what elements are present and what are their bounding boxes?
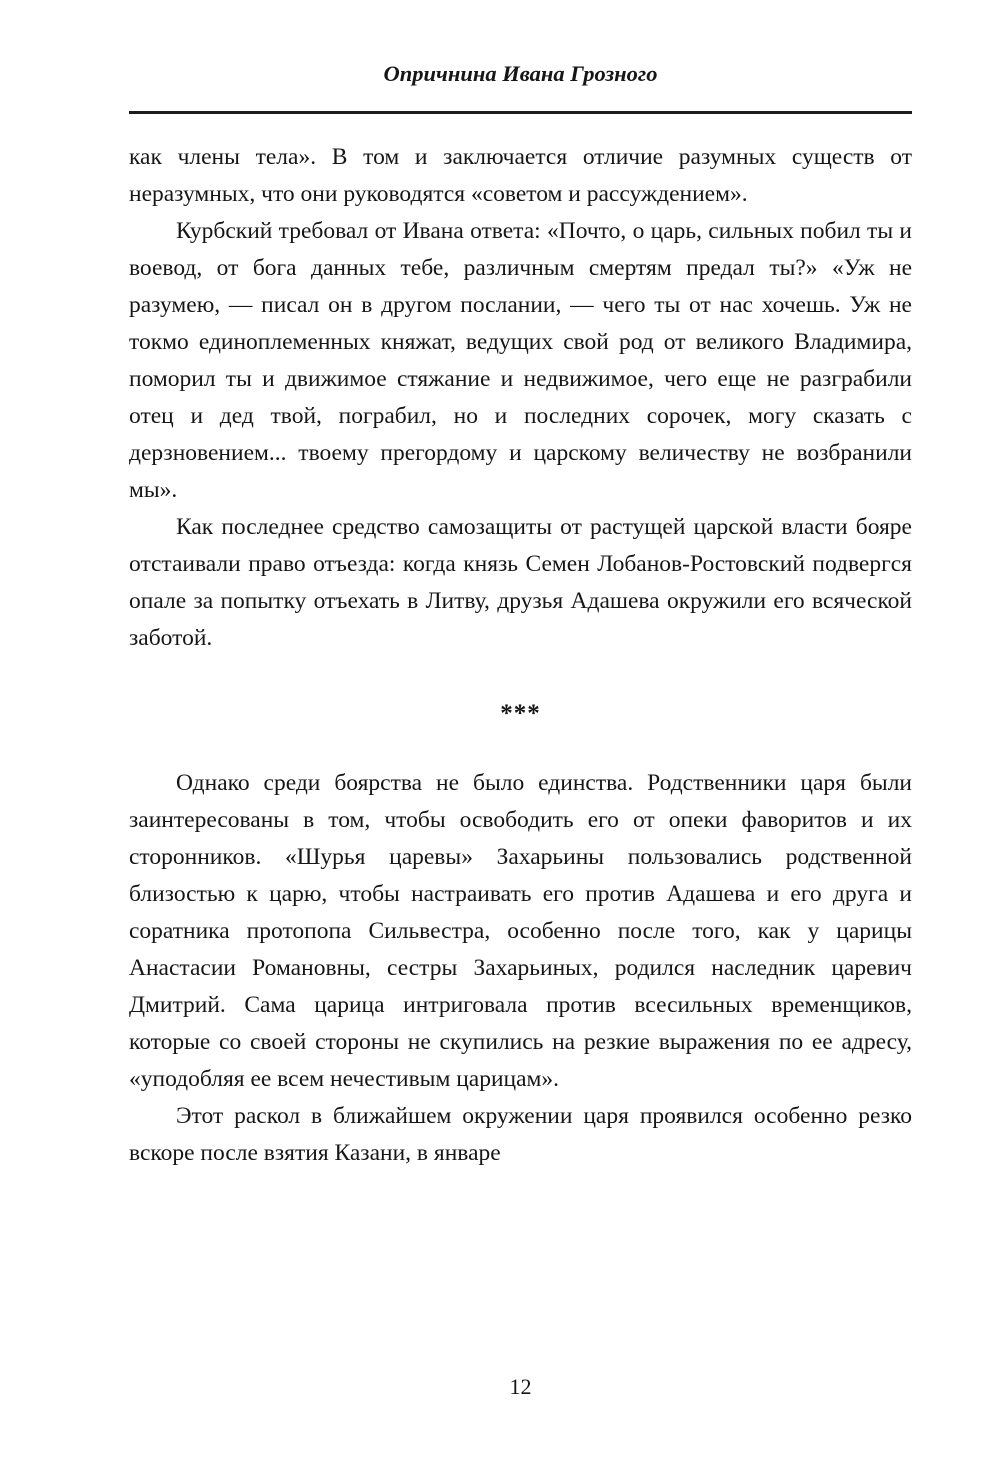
running-header: Опричнина Ивана Грозного	[383, 61, 658, 86]
page-number: 12	[509, 1374, 532, 1399]
page-body	[129, 139, 912, 1172]
paragraph: Однако среди боярства не было единства. Родственники царя были заинтересованы в том, чтобы освободить его от опеки фаворитов и их сторонников. «Шурья царевы» Захарьины пользовались родственной близостью к царю, чтобы настраивать его против Адашева и его друга и соратника протопопа Сильвестра, особенно после того, как у царицы Анастасии Романовны, сестры Захарьиных, родился наследник царевич Дмитрий. Сама царица интриговала против всесильных временщиков, которые со своей стороны не скупились на резкие выражения по ее адресу, «уподобляя ее всем нечестивым царицам».	[129, 770, 912, 1092]
section-separator: ***	[500, 700, 541, 727]
header-rule	[129, 111, 912, 114]
paragraph: Этот раскол в ближайшем окружении царя проявился особенно резко вскоре после взятия Казани, в январе	[129, 1103, 912, 1166]
paragraph: Курбский требовал от Ивана ответа: «Почто, о царь, сильных побил ты и воевод, от бога данных тебе, различным смертям предал ты?» «Уж не разумею, — писал он в другом послании, — чего ты от нас хочешь. Уж не токмо единоплеменных княжат, ведущих свой род от великого Владимира, поморил ты и движимое стяжание и недвижимое, чего еще не разграбили отец и дед твой, пограбил, но и последних сорочек, могу сказать с дерзновением... твоему прегордому и царскому величеству не возбранили мы».	[129, 218, 912, 503]
text-block	[129, 0, 912, 1172]
paragraph: Как последнее средство самозащиты от растущей царской власти бояре отстаивали право отъезда: когда князь Семен Лобанов-Ростовский подвергся опале за попытку отъехать в Литву, друзья Адашева окружили его всяческой заботой.	[129, 514, 912, 651]
paragraph-continuation: как члены тела». В том и заключается отличие разумных существ от неразумных, что они руководятся «советом и рассуждением».	[129, 144, 912, 207]
